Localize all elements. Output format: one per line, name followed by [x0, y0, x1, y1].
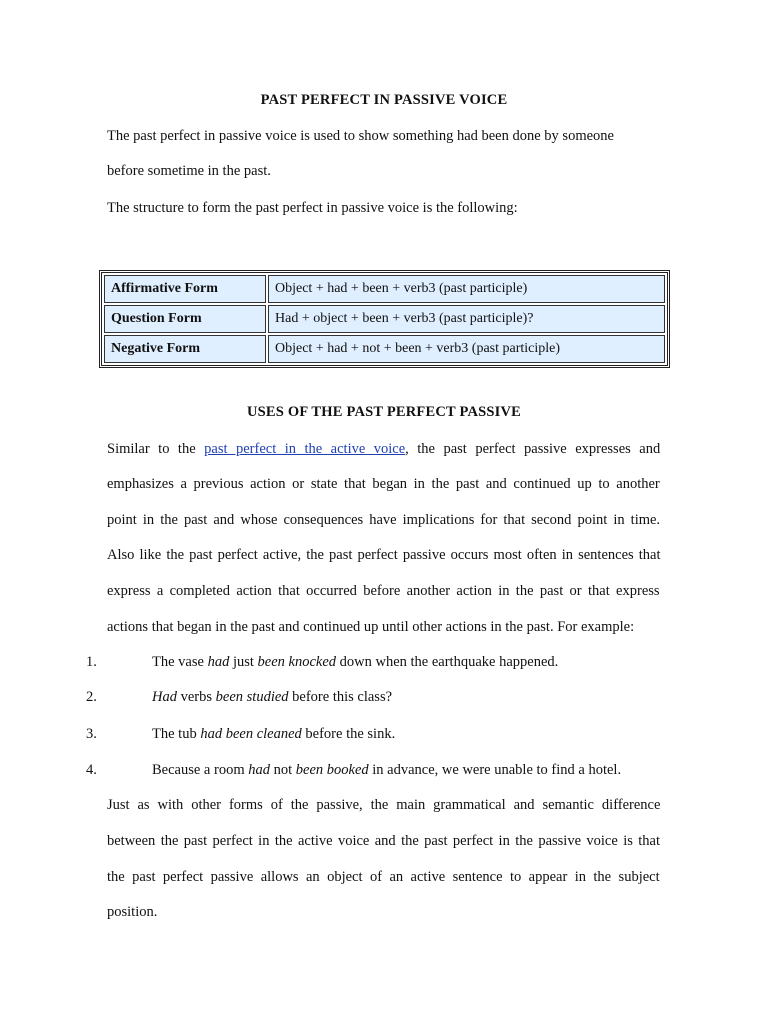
table-formula-negative: Object + had + not + been + verb3 (past participle) — [268, 335, 665, 363]
uses-paragraph-last-line: actions that began in the past and continued up until other actions in the past. For example: — [107, 619, 635, 635]
uses-p1-post: , the past perfect passive expresses and — [405, 441, 661, 457]
uses-paragraph-line: emphasizes a previous action or state that began in the past and continued up to another — [107, 476, 660, 492]
uses-paragraph-line: point in the past and whose consequences have implications for that second point in time. — [107, 512, 661, 528]
closing-paragraph-last-line: position. — [107, 904, 158, 920]
closing-paragraph-line: the past perfect passive allows an object of an active sentence to appear in the subject — [107, 869, 660, 885]
active-voice-link[interactable]: past perfect in the active voice — [204, 441, 406, 457]
table-row — [104, 275, 665, 303]
table-label-negative: Negative Form — [104, 335, 266, 363]
uses-heading: USES OF THE PAST PERFECT PASSIVE — [246, 404, 522, 420]
closing-paragraph-line: between the past perfect in the active voice and the past perfect in the passive voice is that — [107, 833, 660, 849]
page-title: PAST PERFECT IN PASSIVE VOICE — [260, 92, 508, 108]
closing-paragraph-line: Just as with other forms of the passive, the main grammatical and semantic difference — [107, 797, 661, 813]
uses-p1-pre: Similar to the — [107, 441, 205, 457]
table-formula-question: Had + object + been + verb3 (past participle)? — [268, 305, 665, 333]
uses-paragraph-line: Also like the past perfect active, the past perfect passive occurs most often in sentences that — [107, 547, 661, 563]
example-number: 1. — [86, 654, 97, 670]
example-number: 3. — [86, 726, 97, 742]
table-row — [104, 335, 665, 363]
intro-line-2: before sometime in the past. — [107, 163, 271, 179]
uses-paragraph-line: express a completed action that occurred before another action in the past or that express — [107, 583, 660, 599]
table-formula-affirmative: Object + had + been + verb3 (past participle) — [268, 275, 665, 303]
table-label-affirmative: Affirmative Form — [104, 275, 266, 303]
structure-table — [99, 270, 670, 368]
uses-paragraph-line-1 — [107, 441, 660, 458]
intro-line-1: The past perfect in passive voice is used to show something had been done by someone — [107, 128, 614, 144]
example-number: 4. — [86, 762, 97, 778]
intro-line-3: The structure to form the past perfect in passive voice is the following: — [107, 200, 518, 216]
example-item: Had verbs been studied before this class? — [152, 689, 393, 705]
example-item: The vase had just been knocked down when the earthquake happened. — [152, 654, 559, 670]
table-row — [104, 305, 665, 333]
example-item: The tub had been cleaned before the sink. — [152, 726, 396, 742]
example-number: 2. — [86, 689, 97, 705]
example-item: Because a room had not been booked in advance, we were unable to find a hotel. — [152, 762, 622, 778]
table-label-question: Question Form — [104, 305, 266, 333]
